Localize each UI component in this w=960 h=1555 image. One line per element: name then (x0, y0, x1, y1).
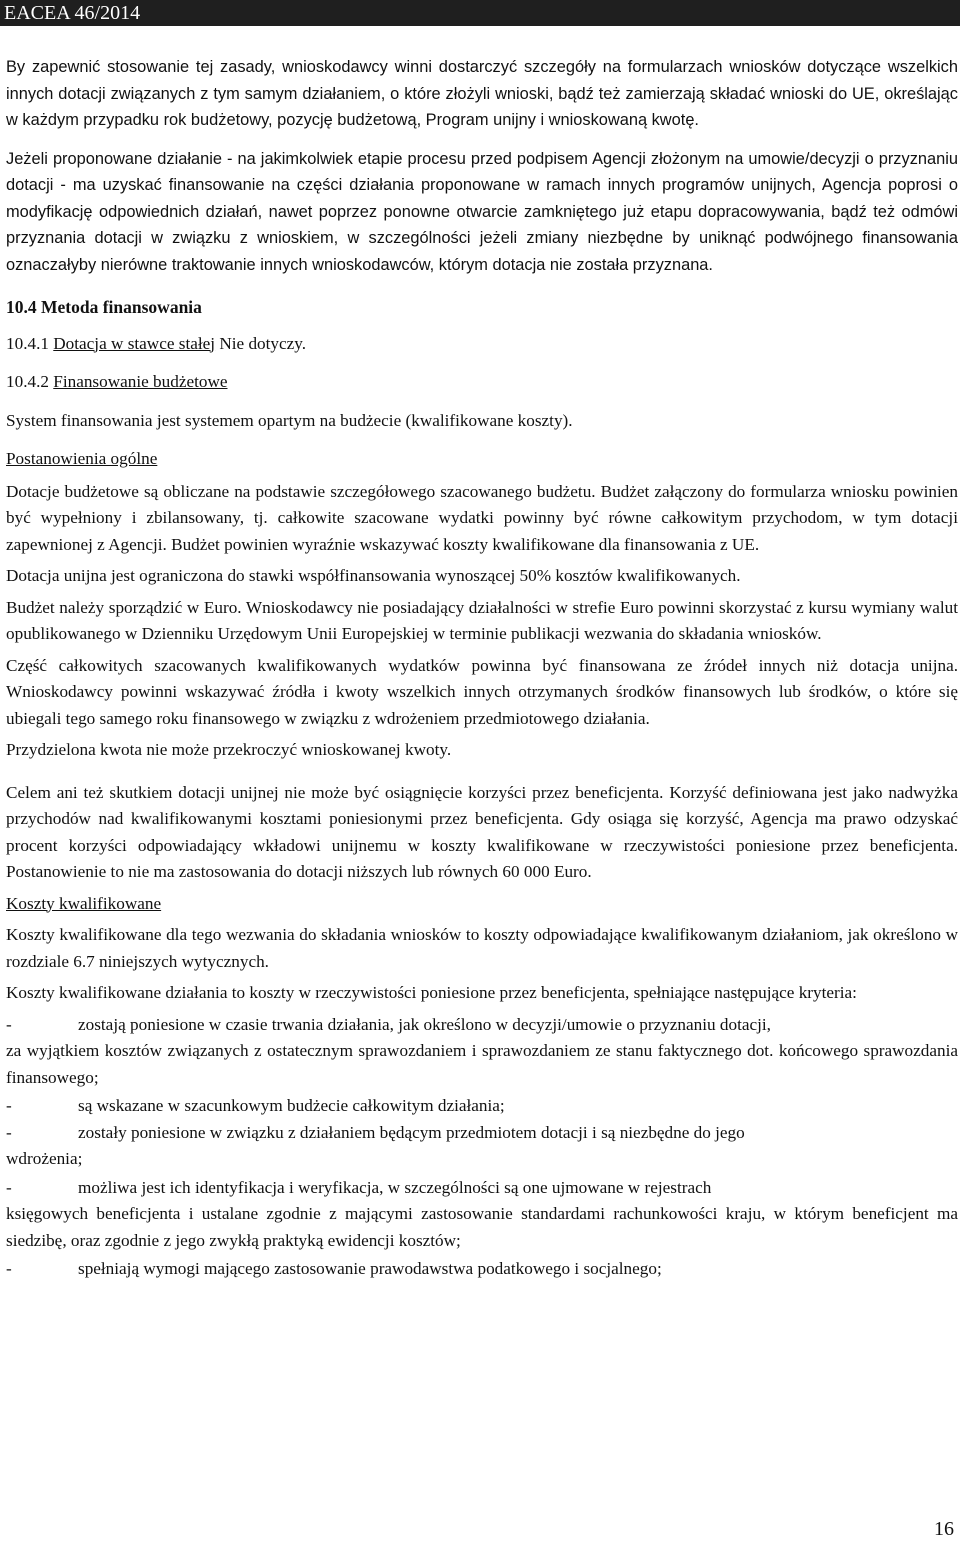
document-header (0, 0, 960, 26)
subsection-number: 10.4.2 (6, 372, 49, 391)
paragraph-system: System finansowania jest systemem opartym na budżecie (kwalifikowane koszty). (6, 410, 573, 430)
subsection-title: Finansowanie budżetowe (53, 372, 228, 391)
bullet-dash: - (6, 1122, 12, 1142)
paragraph-criteria: Koszty kwalifikowane działania to koszty w rzeczywistości poniesione przez beneficjenta, spełniające następujące kryteria: (6, 983, 857, 1002)
bullet-dash: - (6, 1096, 12, 1115)
heading-koszty: Koszty kwalifikowane (6, 893, 162, 913)
subsection-number: 10.4.1 (6, 333, 49, 353)
criteria-list (6, 1012, 958, 1283)
page-number: 16 (934, 1518, 954, 1540)
document-reference: EACEA 46/2014 (4, 2, 141, 24)
paragraph-intro: By zapewnić stosowanie tej zasady, wnioskodawcy winni dostarczyć szczegóły na formularzach wniosków dotyczące wszelkich innych dotacji związanych z tym samym działaniem, o które złożyli wnioski, bądź też zamierzają składać wnioski do UE, określając w każdym przypadku rok budżetowy, pozycję budżetową, Program unijny i wnioskowaną kwotę. (6, 58, 958, 129)
bullet-text: spełniają wymogi mającego zastosowanie prawodawstwa podatkowego i socjalnego; (78, 1259, 662, 1278)
bullet-continuation: wdrożenia; (6, 1149, 83, 1168)
paragraph-budget-calc: Dotacje budżetowe są obliczane na podstawie szczegółowego szacowanego budżetu. Budżet załączony do formularza wniosku powinien być wypełniony i zbilansowany, tj. całkowite szacowane wydatki powinny być równe całkowitym przychodom, w tym dotacji zapewnionej z Agencji. Budżet powinien wyraźnie wskazywać koszty kwalifikowane dla finansowania z UE. (6, 481, 958, 554)
paragraph-euro: Budżet należy sporządzić w Euro. Wnioskodawcy nie posiadający działalności w strefie Euro powinni skorzystać z kursu wymiany walut opublikowanego w Dzienniku Urzędowym Unii Europejskiej w terminie publikacji wezwania do składania wniosków. (6, 597, 958, 643)
bullet-text: możliwa jest ich identyfikacja i weryfikacja, w szczególności są one ujmowane w rejestrach (78, 1177, 712, 1197)
bullet-continuation: za wyjątkiem kosztów związanych z ostatecznym sprawozdaniem i sprawozdaniem ze stanu faktycznego dot. końcowego sprawozdania finansowego; (6, 1041, 958, 1087)
list-item (6, 1256, 958, 1283)
bullet-text: są wskazane w szacunkowym budżecie całkowitym działania; (78, 1096, 505, 1115)
bullet-continuation: księgowych beneficjenta i ustalane zgodnie z mającymi zastosowanie standardami rachunkowości kraju, w którym beneficjent ma siedzibę, oraz zgodnie z jego zwykłą praktyką ewidencji kosztów; (6, 1204, 958, 1250)
section-heading-metoda: 10.4 Metoda finansowania (6, 297, 202, 317)
paragraph-amount-limit: Przydzielona kwota nie może przekroczyć wnioskowanej kwoty. (6, 740, 452, 759)
paragraph-eligible-costs: Koszty kwalifikowane dla tego wezwania do składania wniosków to koszty odpowiadające kwalifikowanym działaniom, jak określono w rozdziale 6.7 niniejszych wytycznych. (6, 925, 958, 971)
heading-postanowienia: Postanowienia ogólne (6, 449, 158, 468)
subsection-text: Nie dotyczy. (219, 333, 307, 353)
document-body (6, 54, 958, 1283)
bullet-text: zostały poniesione w związku z działaniem będącym przedmiotem dotacji i są niezbędne do jego (78, 1122, 745, 1142)
bullet-text: zostają poniesione w czasie trwania działania, jak określono w decyzji/umowie o przyznaniu dotacji, (78, 1014, 771, 1034)
list-item (6, 1093, 958, 1120)
subsection-10-4-1 (6, 331, 958, 358)
paragraph-no-profit: Celem ani też skutkiem dotacji unijnej nie może być osiągnięcie korzyści przez beneficjenta. Korzyść definiowana jest jako nadwyżka przychodów nad kwalifikowanymi kosztami poniesionymi przez beneficjenta. Gdy osiąga się korzyść, Agencja ma prawo odzyskać procent korzyści odpowiadający wkładowi unijnemu w koszty kwalifikowane w rzeczywistości poniesione przez beneficjenta. Postanowienie to nie ma zastosowania do dotacji niższych lub równych 60 000 Euro. (6, 782, 958, 881)
bullet-dash: - (6, 1177, 12, 1197)
bullet-dash: - (6, 1259, 12, 1278)
bullet-dash: - (6, 1014, 12, 1034)
paragraph-other-sources: Część całkowitych szacowanych kwalifikowanych wydatków powinna być finansowana ze źródeł innych niż dotacja unijna. Wnioskodawcy powinni wskazywać źródła i kwoty wszelkich innych otrzymanych środków finansowych lub środków, o które się ubiegali tego samego roku finansowego w związku z wdrożeniem przedmiotowego działania. (6, 655, 958, 728)
list-item (6, 1175, 958, 1255)
subsection-10-4-2 (6, 369, 958, 396)
list-item (6, 1120, 958, 1173)
paragraph-double-funding: Jeżeli proponowane działanie - na jakimkolwiek etapie procesu przed podpisem Agencji złożonym na umowie/decyzji o przyznaniu dotacji - ma uzyskać finansowanie na części działania proponowane w ramach innych programów unijnych, Agencja poprosi o modyfikację odpowiednich działań, nawet poprzez ponowne otwarcie zamkniętego już etapu dopracowywania, bądź też odmówi przyznania dotacji w związku z wnioskiem, w szczególności jeżeli zmiany niezbędne by uniknąć podwójnego finansowania oznaczałyby nierówne traktowanie innych wnioskodawców, którym dotacja nie została przyznana. (6, 149, 958, 274)
paragraph-cofinancing: Dotacja unijna jest ograniczona do stawki współfinansowania wynoszącej 50% kosztów kwalifikowanych. (6, 566, 741, 585)
list-item (6, 1012, 958, 1092)
subsection-title: Dotacja w stawce stałej (53, 333, 216, 353)
